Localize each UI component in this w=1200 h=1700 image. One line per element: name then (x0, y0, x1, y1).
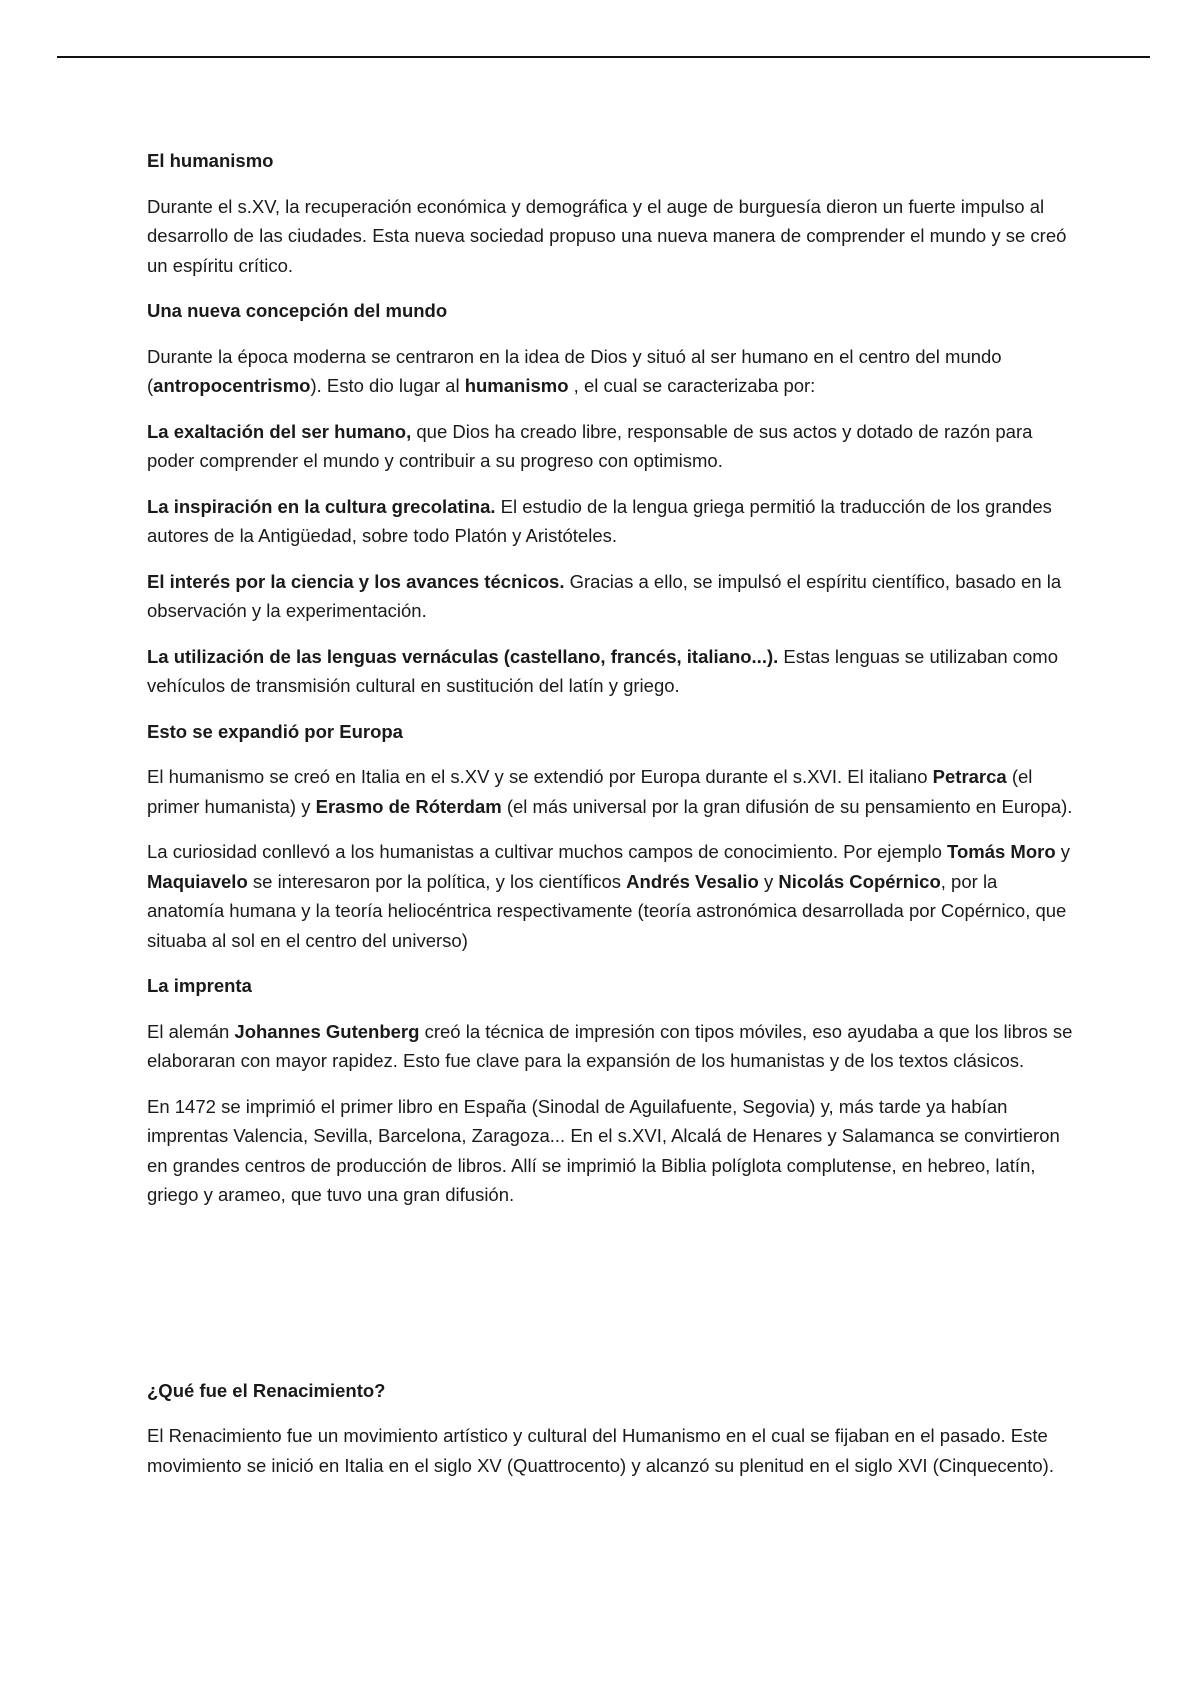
feature-heading: La exaltación del ser humano, (147, 420, 412, 442)
section-humanismo (147, 146, 1077, 280)
text-run: creó la técnica de impresión con tipos móviles, eso ayudaba a que los libros se elaboraran con mayor rapidez. Esto fue clave para la expansión de los humanistas y de los textos clásicos. (147, 1020, 1073, 1071)
text-run: Durante la época moderna se centraron en la idea de Dios y situó al ser humano en el centro del mundo ( (147, 345, 1002, 396)
paragraph (147, 1017, 1077, 1076)
text-run: , por la anatomía humana y la teoría heliocéntrica respectivamente (teoría astronómica desarrollada por Copérnico, que situaba al sol en el centro del universo) (147, 870, 1067, 951)
text-run: (el primer humanista) y (147, 766, 1033, 817)
feature-text: que Dios ha creado libre, responsable de sus actos y dotado de razón para poder comprender el mundo y contribuir a su progreso con optimismo. (147, 420, 1033, 471)
text-run: (el más universal por la gran difusión de su pensamiento en Europa). (501, 795, 1073, 817)
bold-term: Nicolás Copérnico (778, 870, 941, 892)
section-title: El humanismo (147, 150, 274, 171)
feature-text: Gracias a ello, se impulsó el espíritu científico, basado en la observación y la experimentación. (147, 570, 1062, 621)
paragraph: El Renacimiento fue un movimiento artístico y cultural del Humanismo en el cual se fijaban en el pasado. Este movimiento se inició en Italia en el siglo XV (Quattrocento) y alcanzó su plenitud en el siglo XVI (Cinquecento). (147, 1425, 1054, 1476)
text-run: ). Esto dio lugar al (310, 375, 465, 396)
bold-term: antropocentrismo (153, 375, 311, 396)
paragraph: En 1472 se imprimió el primer libro en España (Sinodal de Aguilafuente, Segovia) y, más tarde ya habían imprentas Valencia, Sevilla, Barcelona, Zaragoza... En el s.XVI, Alcalá de Henares y Salamanca se convirtieron en grandes centros de producción de libros. Allí se imprimió la Biblia políglota complutense, en hebreo, latín, griego y arameo, que tuvo una gran difusión. (147, 1095, 1060, 1205)
bold-term: Maquiavelo (147, 870, 248, 892)
section-imprenta (147, 971, 1077, 1210)
feature-item (147, 642, 1077, 701)
section-title: La imprenta (147, 975, 252, 996)
section-renacimiento (147, 1376, 1077, 1481)
section-title: ¿Qué fue el Renacimiento? (147, 1379, 386, 1401)
bold-term: Johannes Gutenberg (234, 1020, 420, 1042)
paragraph: Durante el s.XV, la recuperación económica y demográfica y el auge de burguesía dieron un fuerte impulso al desarrollo de las ciudades. Esta nueva sociedad propuso una nueva manera de comprender el mundo y se creó un espíritu crítico. (147, 195, 1067, 276)
text-run: se interesaron por la política, y los científicos (247, 870, 627, 892)
section-title: Esto se expandió por Europa (147, 720, 403, 742)
feature-text: Estas lenguas se utilizaban como vehículos de transmisión cultural en sustitución del latín y griego. (147, 645, 1058, 696)
header-rule (57, 56, 1150, 58)
feature-heading: La utilización de las lenguas vernáculas (castellano, francés, italiano...). (147, 645, 779, 667)
text-run: , el cual se caracterizaba por: (568, 375, 816, 396)
paragraph (147, 762, 1077, 821)
feature-item (147, 417, 1077, 476)
text-run: El humanismo se creó en Italia en el s.XV y se extendió por Europa durante el s.XVI. El italiano (147, 766, 933, 787)
feature-item (147, 567, 1077, 626)
section-nueva-concepcion (147, 296, 1077, 701)
bold-term: Tomás Moro (947, 841, 1056, 862)
bold-term: humanismo (464, 375, 569, 396)
section-expansion-europa (147, 717, 1077, 956)
paragraph (147, 342, 1077, 401)
text-run: El alemán (147, 1020, 235, 1042)
bold-term: Petrarca (932, 766, 1007, 787)
bold-term: Erasmo de Róterdam (315, 795, 502, 817)
feature-heading: El interés por la ciencia y los avances técnicos. (147, 570, 565, 592)
blank-space (147, 1226, 1077, 1376)
text-run: y (758, 870, 779, 892)
text-run: La curiosidad conllevó a los humanistas a cultivar muchos campos de conocimiento. Por ejemplo (147, 841, 948, 862)
paragraph (147, 837, 1077, 955)
section-title: Una nueva concepción del mundo (147, 300, 448, 321)
document-body (147, 146, 1077, 1496)
feature-text: El estudio de la lengua griega permitió la traducción de los grandes autores de la Antigüedad, sobre todo Platón y Aristóteles. (147, 495, 1052, 546)
text-run: y (1055, 841, 1071, 862)
bold-term: Andrés Vesalio (626, 870, 759, 892)
feature-heading: La inspiración en la cultura grecolatina. (147, 495, 496, 517)
feature-item (147, 492, 1077, 551)
